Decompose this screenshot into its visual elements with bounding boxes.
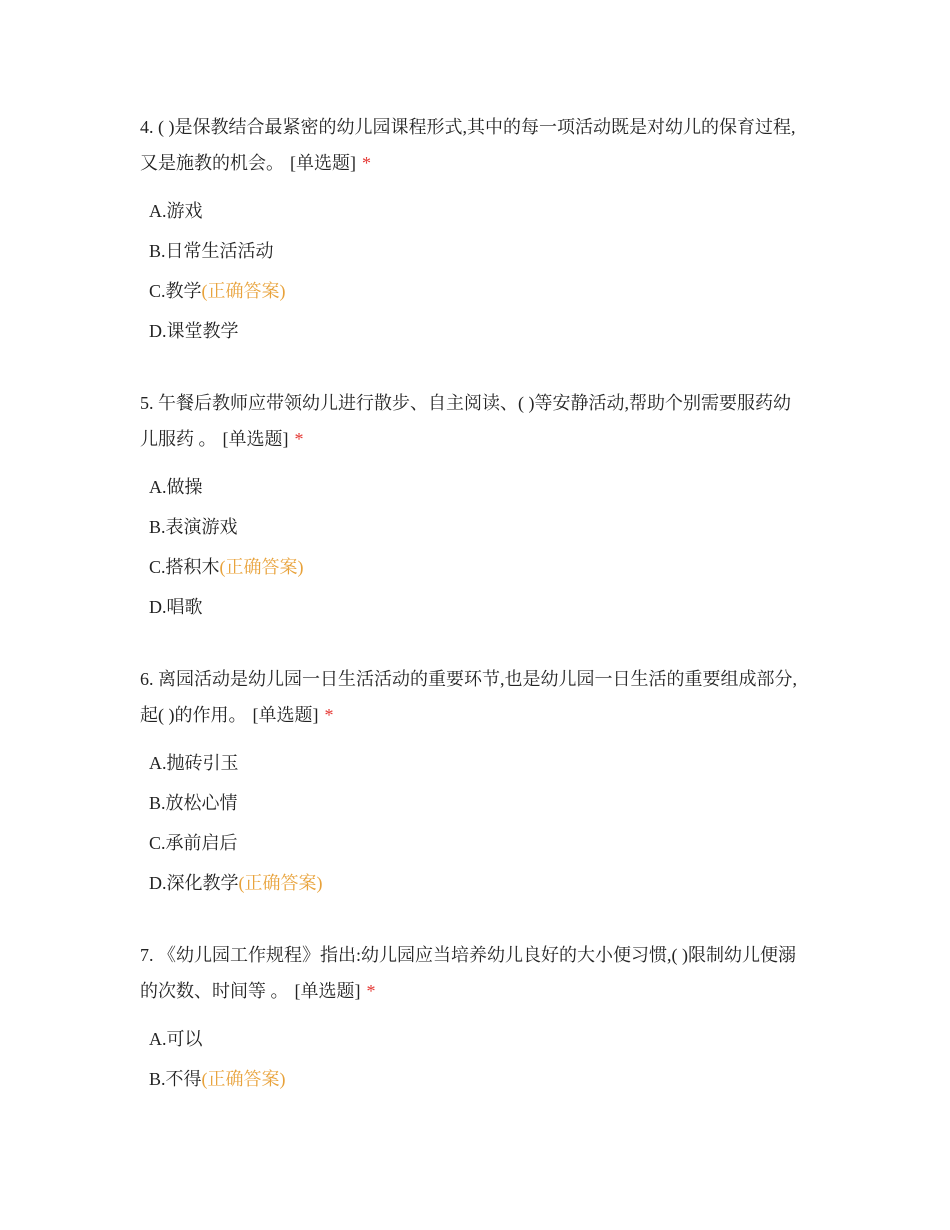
option-a[interactable] [140, 1019, 805, 1059]
option-list [140, 743, 805, 903]
question-text [140, 385, 805, 457]
option-label: D.课堂教学 [149, 321, 239, 341]
question-number: 7. [140, 945, 154, 965]
correct-answer-mark: (正确答案) [238, 873, 323, 893]
option-b[interactable] [140, 783, 805, 823]
question-type-tag: [单选题] [290, 153, 356, 173]
question-text [140, 937, 805, 1009]
question-body: ( )是保教结合最紧密的幼儿园课程形式,其中的每一项活动既是对幼儿的保育过程,又是施教的机会。 [140, 117, 796, 173]
option-a[interactable] [140, 743, 805, 783]
option-label: A.可以 [149, 1029, 203, 1049]
question-type-tag: [单选题] [222, 429, 289, 449]
option-label: C.承前启后 [149, 833, 238, 853]
required-mark: * [366, 981, 376, 1001]
option-list [140, 1019, 805, 1099]
required-mark: * [294, 429, 304, 449]
required-mark: * [362, 153, 371, 173]
question-text [140, 661, 805, 733]
question-body: 离园活动是幼儿园一日生活活动的重要环节,也是幼儿园一日生活的重要组成部分,起( )的作用。 [140, 669, 797, 725]
correct-answer-mark: (正确答案) [201, 1069, 286, 1089]
option-a[interactable] [140, 191, 805, 231]
option-label: A.抛砖引玉 [149, 753, 239, 773]
option-d[interactable] [140, 587, 805, 627]
option-label: B.不得 [149, 1069, 202, 1089]
question-number: 5. [140, 393, 154, 413]
quiz-page [140, 109, 805, 1133]
correct-answer-mark: (正确答案) [219, 557, 304, 577]
question-body: 午餐后教师应带领幼儿进行散步、自主阅读、( )等安静活动,帮助个别需要服药幼儿服药 。 [140, 393, 791, 449]
option-c[interactable] [140, 823, 805, 863]
option-label: B.放松心情 [149, 793, 238, 813]
option-label: D.唱歌 [149, 597, 203, 617]
option-label: C.教学 [149, 281, 202, 301]
question-number: 4. [140, 117, 154, 137]
option-label: A.做操 [149, 477, 203, 497]
question-type-tag: [单选题] [294, 981, 361, 1001]
option-label: C.搭积木 [149, 557, 220, 577]
option-c[interactable] [140, 271, 805, 311]
option-b[interactable] [140, 507, 805, 547]
option-label: B.表演游戏 [149, 517, 238, 537]
option-label: B.日常生活活动 [149, 241, 274, 261]
option-list [140, 467, 805, 627]
question-type-tag: [单选题] [252, 705, 319, 725]
option-a[interactable] [140, 467, 805, 507]
question-7 [140, 937, 805, 1099]
option-d[interactable] [140, 863, 805, 903]
option-b[interactable] [140, 1059, 805, 1099]
question-4 [140, 109, 805, 351]
option-label: A.游戏 [149, 201, 203, 221]
option-c[interactable] [140, 547, 805, 587]
question-body: 《幼儿园工作规程》指出:幼儿园应当培养幼儿良好的大小便习惯,( )限制幼儿便溺的次数、时间等 。 [140, 945, 796, 1001]
question-5 [140, 385, 805, 627]
question-number: 6. [140, 669, 154, 689]
option-b[interactable] [140, 231, 805, 271]
option-d[interactable] [140, 311, 805, 351]
required-mark: * [324, 705, 334, 725]
question-text [140, 109, 805, 181]
correct-answer-mark: (正确答案) [201, 281, 286, 301]
question-6 [140, 661, 805, 903]
option-label: D.深化教学 [149, 873, 239, 893]
option-list [140, 191, 805, 351]
